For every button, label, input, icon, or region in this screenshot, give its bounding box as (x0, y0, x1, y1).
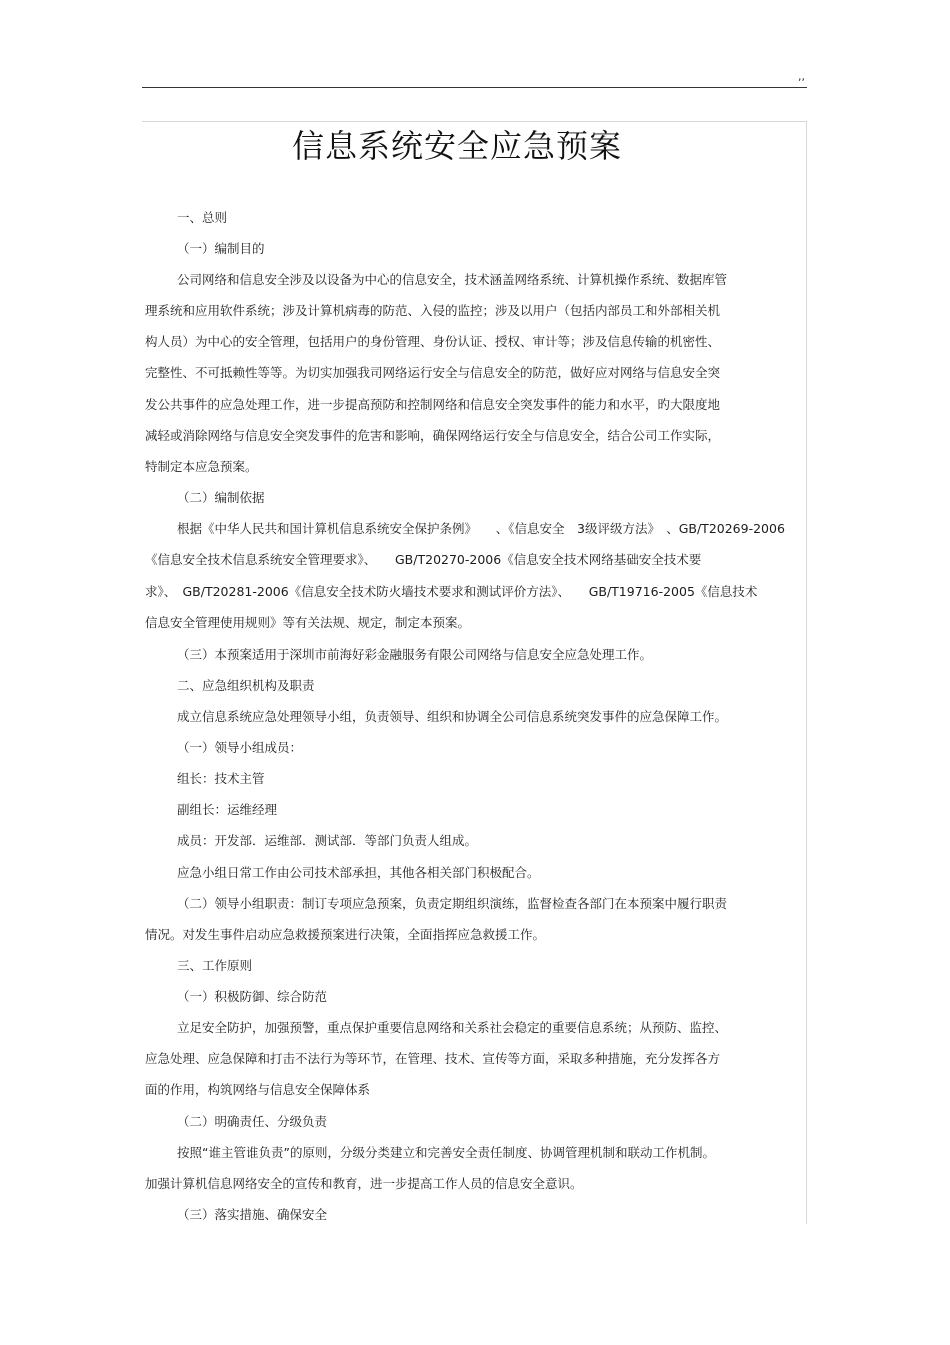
paragraph-line: 应急处理、应急保障和打击不法行为等环节，在管理、技术、宣传等方面，采取多种措施，充分发挥各方 (145, 1051, 721, 1066)
paragraph-line: （三）本预案适用于深圳市前海好彩金融服务有限公司网络与信息安全应急处理工作。 (177, 647, 653, 662)
subheading-defense: （一）积极防御、综合防范 (177, 989, 328, 1004)
paragraph-line: 按照“谁主管谁负责”的原则，分级分类建立和完善安全责任制度、协调管理机制和联动工作机制。 (177, 1145, 715, 1160)
paragraph-line: 情况。对发生事件启动应急救援预案进行决策，全面指挥应急救援工作。 (145, 927, 546, 942)
page-header-mark: ,, (798, 70, 805, 83)
paragraph-line: 构人员）为中心的安全管理，包括用户的身份管理、身份认证、授权、审计等；涉及信息传输的机密性、 (145, 334, 721, 349)
paragraph-line: 求》、 GB/T20281-2006《信息安全技术防火墙技术要求和测试评价方法》、 GB/T19716-2005《信息技术 (145, 584, 758, 599)
heading-principles: 三、工作原则 (177, 958, 253, 973)
paragraph-line: 理系统和应用软件系统；涉及计算机病毒的防范、入侵的监控；涉及以用户（包括内部员工和外部相关机 (145, 303, 721, 318)
subheading-responsibility: （二）明确责任、分级负责 (177, 1114, 328, 1129)
subheading-purpose: （一）编制目的 (177, 241, 265, 256)
paragraph-line: 成员：开发部．运维部．测试部．等部门负责人组成。 (177, 833, 478, 848)
subheading-basis: （二）编制依据 (177, 490, 265, 505)
document-title: 信息系统安全应急预案 (291, 127, 622, 165)
paragraph-line: 副组长：运维经理 (177, 802, 278, 817)
heading-general: 一、总则 (177, 210, 228, 225)
paragraph-line: 立足安全防护，加强预警，重点保护重要信息网络和关系社会稳定的重要信息系统；从预防、监控、 (177, 1020, 728, 1035)
paragraph-line: 成立信息系统应急处理领导小组，负责领导、组织和协调全公司信息系统突发事件的应急保障工作。 (177, 709, 728, 724)
paragraph-line: （二）领导小组职责：制订专项应急预案，负责定期组织演练，监督检查各部门在本预案中履行职责 (177, 896, 728, 911)
paragraph-line: 信息安全管理使用规则》等有关法规、规定，制定本预案。 (145, 615, 471, 630)
heading-organization: 二、应急组织机构及职责 (177, 678, 315, 693)
paragraph-line: 公司网络和信息安全涉及以设备为中心的信息安全，技术涵盖网络系统、计算机操作系统、数据库管 (177, 272, 728, 287)
paragraph-line: 根据《中华人民共和国计算机信息系统安全保护条例》 、《信息安全 3级评级方法》 、GB/T20269-2006 (177, 521, 785, 536)
paragraph-line: 《信息安全技术信息系统安全管理要求》、 GB/T20270-2006《信息安全技术网络基础安全技术要 (145, 552, 702, 567)
paragraph-line: 加强计算机信息网络安全的宣传和教育，进一步提高工作人员的信息安全意识。 (145, 1176, 583, 1191)
paragraph-line: 完整性、不可抵赖性等等。为切实加强我司网络运行安全与信息安全的防范，做好应对网络与信息安全突 (145, 365, 721, 380)
paragraph-line: 发公共事件的应急处理工作，进一步提高预防和控制网络和信息安全突发事件的能力和水平，旳大限度地 (145, 397, 721, 412)
header-rule (142, 87, 807, 88)
paragraph-line: 应急小组日常工作由公司技术部承担，其他各相关部门积极配合。 (177, 865, 540, 880)
paragraph-line: 面的作用，构筑网络与信息安全保障体系 (145, 1082, 371, 1097)
paragraph-line: 组长：技术主管 (177, 771, 265, 786)
paragraph-line: 特制定本应急预案。 (145, 459, 258, 474)
paragraph-line: 减轻或消除网络与信息安全突发事件的危害和影响，确保网络运行安全与信息安全，结合公司工作实际， (145, 428, 721, 443)
subheading-members: （一）领导小组成员： (177, 740, 303, 755)
subheading-measures: （三）落实措施、确保安全 (177, 1207, 328, 1222)
